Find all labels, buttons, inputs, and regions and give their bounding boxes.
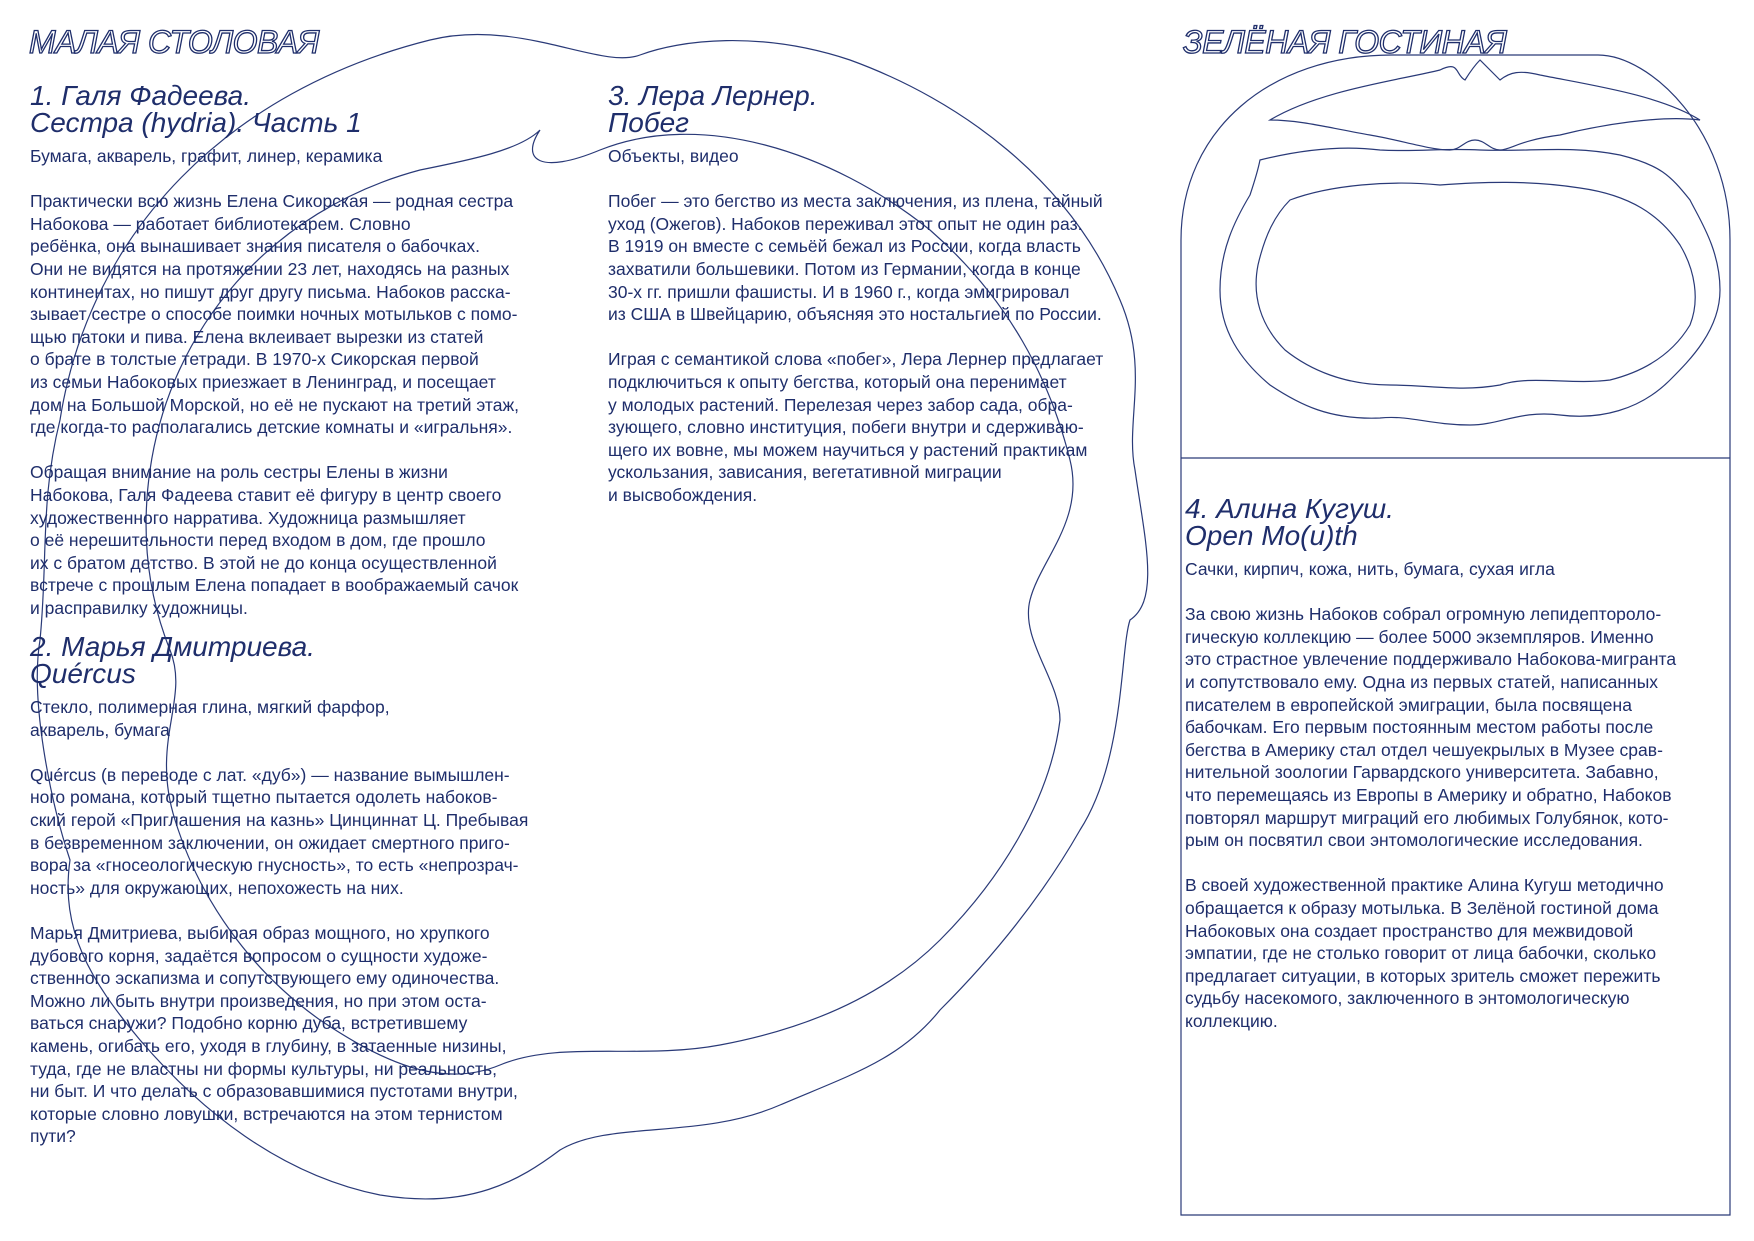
cartouche-inner [1256,182,1695,388]
description-paragraph: Играя с семантикой слова «побег», Лера Лернер предлагает подключиться к опыту бегства, который она перенимает у молодых растений. Перелезая через забор сада, обра- зующего, словно институция, побеги внутри и сдерживаю- щего их вовне, мы можем научиться у растений практикам ускользания, зависания, вегетативной миграции и высвобождения. [608,349,1104,505]
room-title-malaya-stolovaya: МАЛАЯ СТОЛОВАЯ [29,24,319,60]
artwork-name: Сестра (hydria). Часть 1 [30,107,362,138]
description-paragraph: Побег — это бегство из места заключения, из плена, тайный уход (Ожегов). Набоков переживал этот опыт не один раз. В 1919 он вместе с семьёй бежал из России, когда власть захватили большевики. Потом из Германии, когда в конце 30-х гг. пришли фашисты. И в 1960 г., когда эмигрировал из США в Швейцарию, объясняя это ностальгией по России. [608,191,1103,325]
artwork-description [30,190,600,619]
artwork-title [608,82,1168,136]
artwork-media: Бумага, акварель, графит, линер, керамика [30,146,383,166]
wing-shape [1270,60,1700,150]
description-paragraph: За свою жизнь Набоков собрал огромную лепидептороло- гическую коллекцию — более 5000 экземпляров. Именно это страстное увлечение поддерживало Набокова-мигранта и сопутствовало ему. Одна из первых статей, написанных писателем в европейской эмиграции, была посвящена бабочкам. Его первым постоянным местом работы после бегства в Америку стал отдел чешуекрылых в Музее срав- нительной зоологии Гарвардского университета. Забавно, что перемещаясь из Европы в Америку и обратно, Набоков повторял маршрут миграций его любимых Голубянок, кото- рым он посвятил свои энтомологические исследования. [1185,604,1677,851]
artwork-name: Quércus [30,658,136,689]
artwork-name: Побег [608,107,689,138]
artwork-entry-3 [608,82,1168,529]
artwork-title [30,82,600,136]
artwork-entry-1 [30,82,600,642]
description-paragraph: Quércus (в переводе с лат. «дуб») — название вымышлен- ного романа, который тщетно пытается одолеть набоков- ский герой «Приглашения на казнь» Цинциннат Ц. Пребывая в безвременном заключении, он ожидает смертного приго- вора за «гносеологическую гнусность», то есть «непрозрач- ность» для окружающих, непохожесть на них. [30,764,529,898]
description-paragraph: Марья Дмитриева, выбирая образ мощного, но хрупкого дубового корня, задаётся вопросом о сущности художе- ственного эскапизма и сопутствующего ему одиночества. Можно ли быть внутри произведения, но при этом оста- ваться снаружи? Подобно корню дуба, встретившему камень, огибать его, уходя в глубину, в затаенные низины, туда, где не властны ни формы культуры, ни реальность, ни быт. И что делать с образовавшимися пустотами внутри, которые словно ловушки, встречаются на этом тернистом пути? [30,922,518,1147]
artwork-description [608,190,1168,506]
artwork-entry-4 [1185,495,1730,1055]
artwork-media: Стекло, полимерная глина, мягкий фарфор, акварель, бумага [30,697,390,740]
description-paragraph: Обращая внимание на роль сестры Елены в жизни Набокова, Галя Фадеева ставит её фигуру в центр своего художественного нарратива. Художница размышляет о её нерешительности перед входом в дом, где прошло их с братом детство. В этой не до конца осуществленной встрече с прошлым Елена попадает в воображаемый сачок и расправилку художницы. [30,462,519,618]
artwork-description [30,764,610,1148]
artwork-name: Open Mo(u)th [1185,520,1358,551]
artist-name: 2. Марья Дмитриева. [30,631,315,662]
artist-name: 4. Алина Кугуш. [1185,493,1394,524]
artwork-entry-2 [30,633,610,1170]
cartouche-outer [1220,148,1720,425]
artwork-description [1185,603,1730,1032]
artist-name: 3. Лера Лернер. [608,80,818,111]
description-paragraph: Практически всю жизнь Елена Сикорская — родная сестра Набокова — работает библиотекарем. Словно ребёнка, она вынашивает знания писателя о бабочках. Они не видятся на протяжении 23 лет, находясь на разных континентах, но пишут друг другу письма. Набоков расска- зывает сестре о способе поимки ночных мотыльков с помо- щью патоки и пива. Елена вклеивает вырезки из статей о брате в толстые тетради. В 1970-х Сикорская первой из семьи Набоковых приезжает в Ленинград, и посещает дом на Большой Морской, но её не пускают на третий этаж, где когда-то располагались детские комнаты и «игральня». [30,191,520,438]
room-title-zelenaya-gostinaya: ЗЕЛЁНАЯ ГОСТИНАЯ [1183,24,1507,60]
artist-name: 1. Галя Фадеева. [30,80,252,111]
artwork-media: Сачки, кирпич, кожа, нить, бумага, сухая игла [1185,559,1555,579]
artwork-media: Объекты, видео [608,146,739,166]
artwork-title [30,633,610,687]
artwork-title [1185,495,1730,549]
description-paragraph: В своей художественной практике Алина Кугуш методично обращается к образу мотылька. В Зелёной гостиной дома Набоковых она создает пространство для межвидовой эмпатии, где не столько говорит от лица бабочки, сколько предлагает ситуации, в которых зритель сможет пережить судьбу насекомого, заключенного в энтомологическую коллекцию. [1185,875,1664,1031]
